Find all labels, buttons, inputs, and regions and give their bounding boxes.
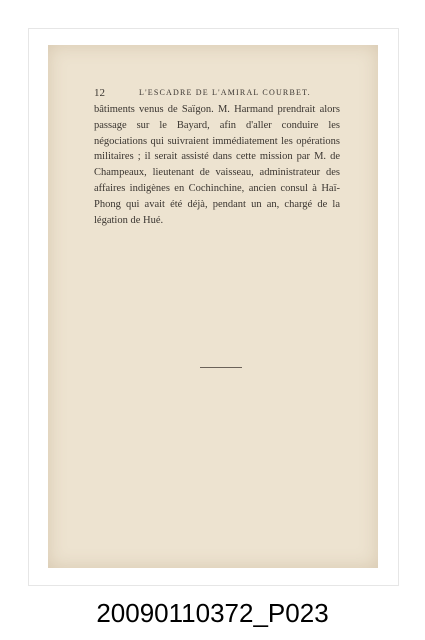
body-paragraph: bâtiments venus de Saïgon. M. Harmand prendrait alors passage sur le Bayard, afin d'aller conduire les négociations qui suivraient immédiatement les opérations militaires ; il serait assisté dans cette mission par M. de Champeaux, lieutenant de vaisseau, administrateur des affaires indigènes en Cochinchine, ancien consul à Haï-Phong qui avait été déjà, pendant un an, chargé de la légation de Hué. (94, 104, 340, 226)
page-number: 12 (94, 87, 105, 99)
running-head-title: L'ESCADRE DE L'AMIRAL COURBET. (139, 88, 311, 97)
image-caption: 20090110372_P023 (96, 598, 329, 628)
running-head (94, 87, 334, 101)
section-separator (200, 367, 242, 368)
book-page (48, 45, 378, 568)
